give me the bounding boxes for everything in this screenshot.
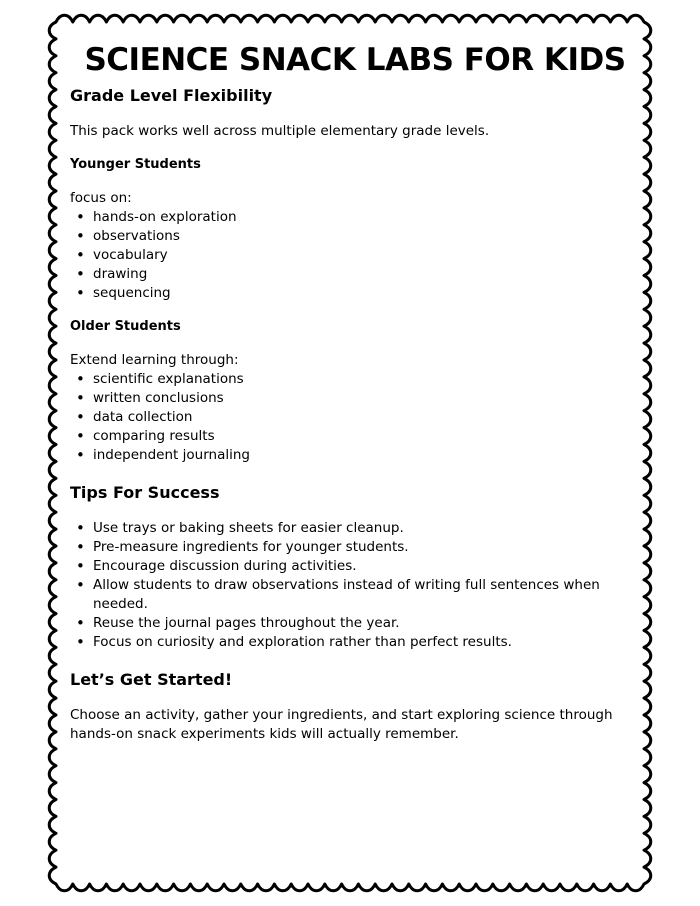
list-item: • independent journaling — [70, 446, 640, 465]
younger-students-lead: focus on: — [70, 190, 132, 206]
older-students-lead: Extend learning through: — [70, 352, 239, 368]
page-content — [70, 38, 640, 744]
list-item: • Focus on curiosity and exploration rather than perfect results. — [70, 633, 640, 652]
list-item: • vocabulary — [70, 246, 640, 265]
older-students-list — [70, 370, 640, 465]
list-item: • scientific explanations — [70, 370, 640, 389]
page-title: SCIENCE SNACK LABS FOR KIDS — [84, 42, 626, 78]
get-started-body: Choose an activity, gather your ingredients, and start exploring science through hands-on snack experiments kids will actually remember. — [70, 707, 613, 742]
list-item: • Encourage discussion during activities. — [70, 557, 640, 576]
list-item: • data collection — [70, 408, 640, 427]
list-item: • written conclusions — [70, 389, 640, 408]
list-item: • observations — [70, 227, 640, 246]
list-item: • drawing — [70, 265, 640, 284]
list-item: • Allow students to draw observations instead of writing full sentences when needed. — [70, 576, 640, 614]
tips-list — [70, 519, 640, 652]
section-heading-tips: Tips For Success — [70, 483, 220, 502]
younger-students-list — [70, 208, 640, 303]
list-item: • sequencing — [70, 284, 640, 303]
section-heading-get-started: Let’s Get Started! — [70, 670, 233, 689]
list-item: • Use trays or baking sheets for easier cleanup. — [70, 519, 640, 538]
section-heading-grade-level: Grade Level Flexibility — [70, 86, 273, 105]
list-item: • Reuse the journal pages throughout the year. — [70, 614, 640, 633]
list-item: • comparing results — [70, 427, 640, 446]
subheading-younger-students: Younger Students — [70, 157, 201, 172]
grade-level-intro: This pack works well across multiple elementary grade levels. — [70, 123, 490, 139]
subheading-older-students: Older Students — [70, 319, 181, 334]
list-item: • hands-on exploration — [70, 208, 640, 227]
list-item: • Pre-measure ingredients for younger students. — [70, 538, 640, 557]
